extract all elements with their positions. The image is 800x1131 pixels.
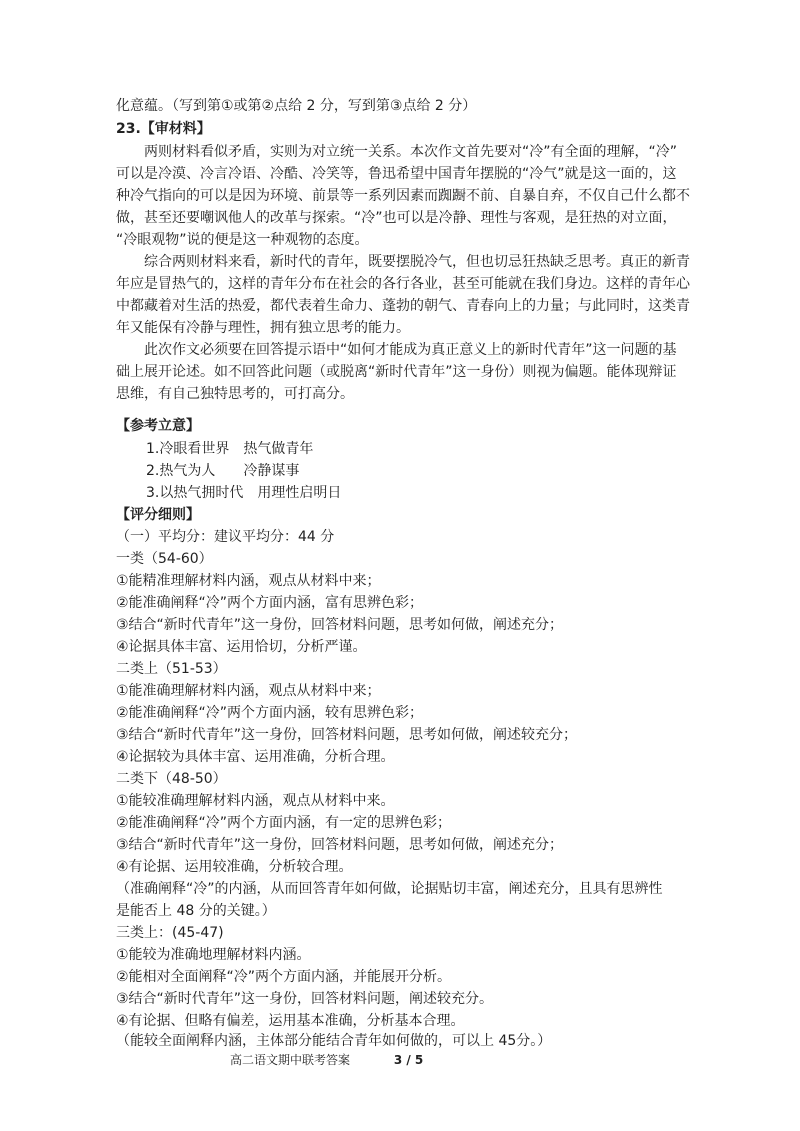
class2-upper-item: ④论据较为具体丰富、运用准确，分析合理。 (116, 749, 395, 765)
analysis-p2-line: 年应是冒热气的，这样的青年分布在社会的各行各业，甚至可能就在我们身边。这样的青年心 (116, 276, 690, 292)
analysis-p2-line: 年又能保有冷静与理性，拥有独立思考的能力。 (116, 320, 410, 336)
class2-lower-item: ④有论据、运用较准确，分析较合理。 (116, 859, 353, 875)
class2-lower-item: ②能准确阐释“冷”两个方面内涵，有一定的思辨色彩； (116, 815, 452, 831)
analysis-p1-line: 可以是冷漠、冷言冷语、冷酷、冷笑等，鲁迅希望中国青年摆脱的“冷气”就是这一面的，这 (116, 166, 677, 182)
analysis-p2-line: 综合两则材料来看，新时代的青年，既要摆脱冷气，但也切忌狂热缺乏思考。真正的新青 (144, 254, 690, 270)
class2-lower-title: 二类下（48-50） (116, 771, 227, 787)
analysis-p3-line: 础上展开论述。如不回答此问题（或脱离“新时代青年”这一身份）则视为偏题。能体现辩证 (116, 364, 677, 380)
reference-item: 1.冷眼看世界 热气做青年 (146, 441, 314, 457)
page-number: 3 / 5 (393, 1053, 424, 1067)
class3-upper-item: ③结合“新时代青年”这一身份，回答材料问题，阐述较充分。 (116, 991, 494, 1007)
class2-upper-title: 二类上（51-53） (116, 661, 227, 677)
average-score-line: （一）平均分：建议平均分：44 分 (116, 529, 335, 545)
scoring-heading: 【评分细则】 (116, 507, 200, 523)
reference-item: 2.热气为人 冷静谋事 (146, 463, 300, 479)
continuation-line: 化意蕴。（写到第①或第②点给 2 分，写到第③点给 2 分） (116, 98, 477, 114)
class2-lower-note: （准确阐释“冷”的内涵，从而回答青年如何做，论据贴切丰富，阐述充分，且具有思辨性 (116, 881, 663, 897)
class2-lower-note: 是能否上 48 分的关键。） (116, 903, 276, 919)
analysis-p3-line: 此次作文必须要在回答提示语中“如何才能成为真正意义上的新时代青年”这一问题的基 (144, 342, 677, 358)
class3-upper-item: ④有论据、但略有偏差，运用基本准确，分析基本合理。 (116, 1013, 465, 1029)
analysis-p2-line: 中都藏着对生活的热爱，都代表着生命力、蓬勃的朝气、青春向上的力量；与此同时，这类青 (116, 298, 690, 314)
analysis-p1-line: 种冷气指向的可以是因为环境、前景等一系列因素而踟蹰不前、自暴自弃，不仅自己什么都不 (116, 188, 690, 204)
analysis-p1-line: “冷眼观物”说的便是这一种观物的态度。 (116, 232, 369, 248)
class2-lower-item: ③结合“新时代青年”这一身份，回答材料问题，思考如何做，阐述充分； (116, 837, 564, 853)
class1-item: ④论据具体丰富、运用恰切，分析严谨。 (116, 639, 367, 655)
class3-upper-item: ②能相对全面阐释“冷”两个方面内涵，并能展开分析。 (116, 969, 452, 985)
analysis-p3-line: 思维，有自己独特思考的，可打高分。 (116, 386, 354, 402)
q23-heading: 23.【审材料】 (116, 121, 211, 137)
class2-upper-item: ②能准确阐释“冷”两个方面内涵，较有思辨色彩； (116, 705, 424, 721)
class1-item: ③结合“新时代青年”这一身份，回答材料问题，思考如何做，阐述充分； (116, 617, 564, 633)
footer-title: 高二语文期中联考答案 (230, 1053, 351, 1067)
reference-heading: 【参考立意】 (116, 418, 200, 434)
page-footer (230, 1051, 423, 1068)
class2-upper-item: ③结合“新时代青年”这一身份，回答材料问题，思考如何做，阐述较充分； (116, 727, 578, 743)
class3-upper-item: ①能较为准确地理解材料内涵。 (116, 947, 311, 963)
class2-upper-item: ①能准确理解材料内涵，观点从材料中来； (116, 683, 381, 699)
class2-lower-item: ①能较准确理解材料内涵，观点从材料中来。 (116, 793, 395, 809)
class3-upper-title: 三类上：(45-47) (116, 925, 224, 941)
class1-item: ②能准确阐释“冷”两个方面内涵，富有思辨色彩； (116, 595, 424, 611)
reference-item: 3.以热气拥时代 用理性启明日 (146, 485, 342, 501)
analysis-p1-line: 两则材料看似矛盾，实则为对立统一关系。本次作文首先要对“冷”有全面的理解，“冷” (144, 144, 678, 160)
class1-title: 一类（54-60） (116, 551, 213, 567)
class3-upper-note: （能较全面阐释内涵，主体部分能结合青年如何做的，可以上 45分。） (116, 1033, 552, 1049)
analysis-p1-line: 做，甚至还要嘲讽他人的改革与探索。“冷”也可以是冷静、理性与客观，是狂热的对立面， (116, 210, 677, 226)
class1-item: ①能精准理解材料内涵，观点从材料中来； (116, 573, 381, 589)
